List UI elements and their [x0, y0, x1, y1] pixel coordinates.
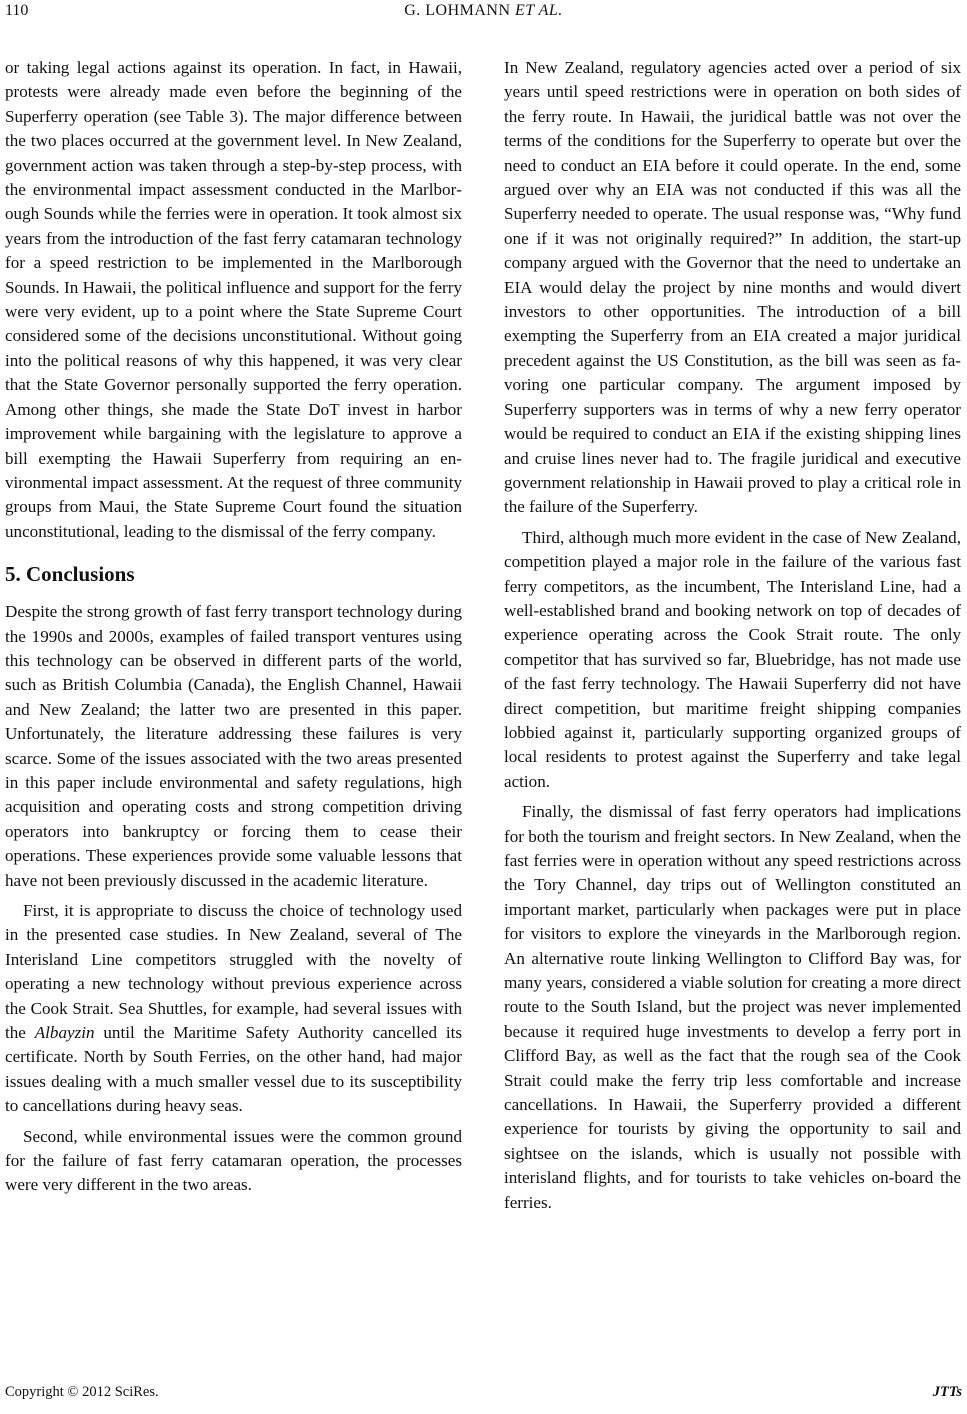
copyright-notice: Copyright © 2012 SciRes. — [5, 1384, 159, 1400]
paragraph: Second, while environmental issues were the common ground for the failure of fast ferry catamaran operation, the processes were very different in the two areas. — [5, 1126, 462, 1195]
running-head-author: G. LOHMANN — [404, 2, 511, 19]
text-run: until the Maritime Safety Authority cancelled its certificate. North by South Ferries, on the other hand, had major issues dealing with a much smaller vessel due to its susceptibility to cancellations during heavy seas. — [5, 1023, 462, 1116]
paragraph: or taking legal actions against its operation. In fact, in Hawaii, protests were already made even before the beginning of the Superferry operation (see Table 3). The major difference between the two places occurred at the government level. In New Zealand, government action was taken through a step-by-step process, with the environmental impact assessment conducted in the Marlborough Sounds while the ferries were in operation. It took almost six years from the introduction of the fast ferry catamaran technology for a speed restriction to be implemented in the Marlborough Sounds. In Hawaii, the political influence and support for the ferry were very evident, up to a point where the State Supreme Court considered some of the decisions unconstitutional. Without going into the political reasons of why this happened, it was very clear that the State Governor personally supported the ferry operation. Among other things, she made the State DoT invest in harbor improvement while bargaining with the legislature to approve a bill exempting the Hawaii Superferry from requiring an environmental impact assessment. At the request of three community groups from Maui, the State Supreme Court found the situation unconstitutional, leading to the dismissal of the ferry company. — [5, 58, 462, 541]
running-head-etal: ET AL. — [515, 2, 563, 19]
right-column — [504, 56, 961, 1215]
vessel-name: Albayzin — [34, 1023, 95, 1043]
paragraph: Third, although much more evident in the case of New Zealand, competition played a major role in the failure of the various fast ferry competitors, as the incumbent, The Interisland Line, had a well-established brand and booking network on top of decades of experience operating across the Cook Strait route. The only competitor that has survived so far, Bluebridge, has not made use of the fast ferry technology. The Hawaii Superferry did not have direct competition, but maritime freight shipping companies lobbied against it, particularly supporting organized groups of local residents to protest against the Superferry and take legal action. — [504, 527, 961, 791]
paragraph — [5, 899, 462, 1119]
paragraph: Despite the strong growth of fast ferry transport technology during the 1990s and 2000s, examples of failed transport ventures using this technology can be observed in different parts of the world, such as British Columbia (Canada), the English Channel, Hawaii and New Zealand; the latter two are presented in this paper. Unfortunately, the literature addressing these failures is very scarce. Some of the issues associated with the two areas presented in this paper include environmental and safety regulations, high acquisition and operating costs and strong competition driving operators into bankruptcy or forcing them to cease their operations. These experiences provide some valuable lessons that have not been previously discussed in the academic literature. — [5, 602, 462, 890]
journal-abbrev: JTTs — [932, 1384, 962, 1400]
running-head — [0, 2, 967, 20]
paragraph: Finally, the dismissal of fast ferry operators had implications for both the tourism and freight sectors. In New Zealand, when the fast ferries were in operation without any speed restrictions across the Tory Channel, day trips out of Wellington constituted an important market, particularly when packages were put in place for visitors to explore the vineyards in the Marlborough region. An alternative route linking Wellington to Clifford Bay was, for many years, considered a viable solution for creating a more direct route to the South Island, but the project was never implemented because it required huge investments to develop a ferry port in Clifford Bay, as well as the fact that the rough sea of the Cook Strait could make the ferry trip less comfortable and increase cancellations. In Hawaii, the Superferry provided a different experience for tourists by giving the opportunity to sail and sightsee on the islands, which is usually not possible with interisland flights, and for tourists to take vehicles on-board the ferries. — [504, 802, 961, 1212]
text-run: First, it is appropriate to discuss the choice of technology used in the presented case studies. In New Zealand, several of The Interisland Line competitors struggled with the novelty of operating a new technology without previous experience across the Cook Strait. Sea Shuttles, for example, had several issues with the — [5, 901, 462, 1043]
page-number: 110 — [5, 2, 29, 19]
paragraph: In New Zealand, regulatory agencies acted over a period of six years until speed restrictions were in operation on both sides of the ferry route. In Hawaii, the juridical battle was not over the terms of the conditions for the Superferry to operate but over the need to conduct an EIA before it could operate. In the end, some argued over why an EIA was not conducted if this was all the Superferry needed to operate. The usual response was, “Why fund one if it was not originally required?” In addition, the start-up company argued with the Governor that the need to undertake an EIA would delay the project by nine months and would divert investors to other opportunities. The introduction of a bill exempting the Superferry from an EIA created a major juridical precedent against the US Constitution, as the bill was seen as favoring one particular company. The argument imposed by Superferry supporters was in terms of why a new ferry operator would be required to conduct an EIA if the existing shipping lines and cruise lines never had to. The fragile juridical and executive government relationship in Hawaii proved to play a critical role in the failure of the Superferry. — [504, 58, 961, 517]
page-header — [0, 0, 967, 28]
section-heading: 5. Conclusions — [5, 562, 135, 587]
left-column — [5, 56, 462, 1198]
